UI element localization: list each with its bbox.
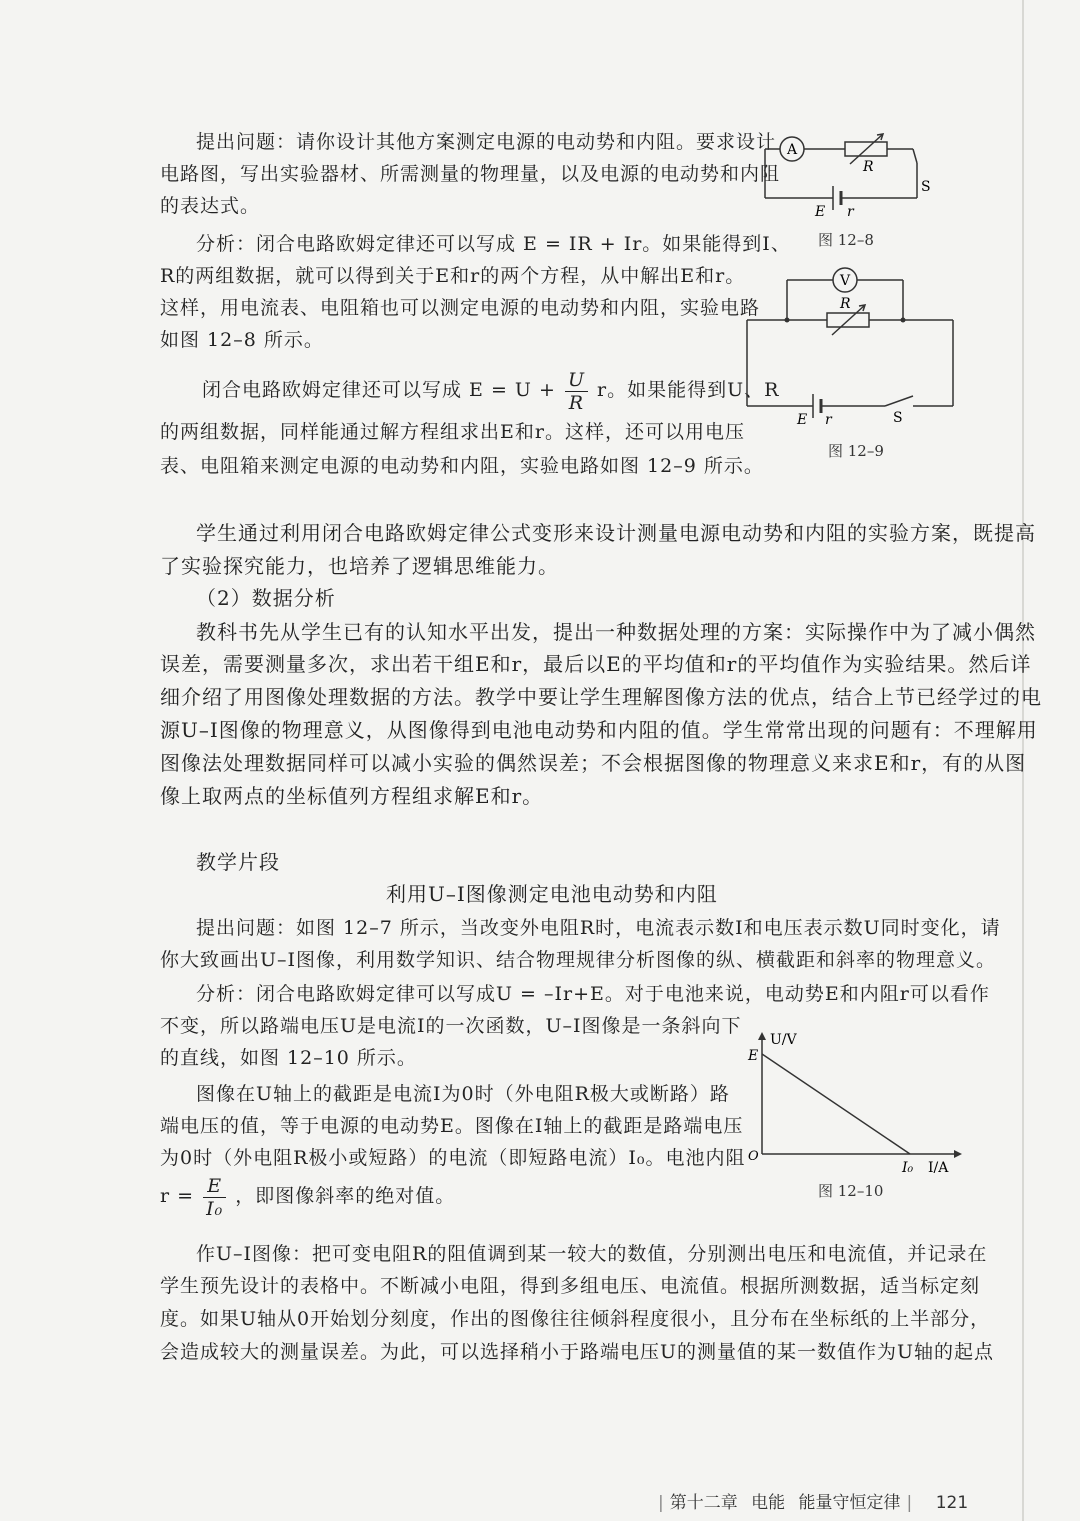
switch-label: S [893,410,903,424]
text-line: R的两组数据，就可以得到关于E和r的两个方程，从中解出E和r。 [160,265,746,287]
fraction-denominator: I₀ [206,1197,224,1220]
text-line: 学生预先设计的表格中。不断减小电阻，得到多组电压、电流值。根据所测数据，适当标定刻 [160,1275,981,1297]
emf-label: E [815,204,826,220]
y-axis-label: U/V [770,1032,797,1048]
text-line: 不变，所以路端电压U是电流I的一次函数，U–I图像是一条斜向下 [160,1015,742,1037]
text-line: 的两组数据，同样能通过解方程组求出E和r。这样，还可以用电压 [160,421,745,443]
ui-series-line [762,1054,910,1154]
fraction-e-over-i0 [203,1175,226,1220]
text-line: 了实验探究能力，也培养了逻辑思维能力。 [160,554,559,578]
internal-resistance-label: r [847,204,854,220]
origin-label: O [748,1149,759,1164]
figure-caption: 图 12–9 [828,442,884,460]
text-line: 的表达式。 [160,195,261,217]
emf-label: E [797,412,808,424]
text-line: 分析：闭合电路欧姆定律可以写成U = –Ir+E。对于电池来说，电动势E和内阻r可以看作 [196,983,990,1005]
text-line: 提出问题：请你设计其他方案测定电源的电动势和内阻。要求设计 [196,131,777,153]
resistor-label: R [863,159,874,175]
junction-dot [901,318,906,323]
page-footer [652,1488,968,1513]
text-line: 图像在U轴上的截距是电流I为0时（外电阻R极大或断路）路 [196,1083,730,1105]
text-line: 作U–I图像：把可变电阻R的阻值调到某一较大的数值，分别测出电压和电流值，并记录在 [196,1243,988,1265]
ammeter-label: A [786,142,798,158]
formula-line [202,366,779,414]
text-line: 为0时（外电阻R极小或短路）的电流（即短路电流）I₀。电池内阻 [160,1147,746,1169]
text-fragment: r = [160,1185,195,1207]
voltmeter-label: V [839,273,851,289]
text-line: 像上取两点的坐标值列方程组求解E和r。 [160,784,544,808]
divider: | [658,1493,664,1513]
divider: | [906,1493,913,1513]
ui-graph-figure-12-10 [738,1028,968,1178]
y-axis-arrow-icon [758,1032,766,1040]
figure-caption: 图 12–10 [818,1182,884,1200]
switch-lever [885,396,913,406]
text-line: 误差，需要测量多次，求出若干组E和r，最后以E的平均值和r的平均值作为实验结果。然后详 [160,652,1032,676]
fraction-numerator: U [565,369,588,392]
text-line: 分析：闭合电路欧姆定律还可以写成 E = IR + Ir。如果能得到I、 [196,233,791,255]
figure-caption: 图 12–8 [818,231,874,249]
chapter-topic: 能量守恒定律 [798,1493,901,1513]
switch-label: S [921,179,931,195]
text-fragment: 闭合电路欧姆定律还可以写成 E = U + [202,379,556,401]
segment-label: 教学片段 [196,850,280,874]
page-number: 121 [935,1493,969,1513]
section-heading: （2）数据分析 [196,586,336,610]
circuit-figure-12-9 [745,264,960,424]
fraction-u-over-r [565,369,588,414]
text-line: 端电压的值，等于电源的电动势E。图像在I轴上的截距是路端电压 [160,1115,744,1137]
text-fragment: ，即图像斜率的绝对值。 [235,1185,456,1207]
chapter-label: 第十二章 [669,1493,738,1513]
y-intercept-label: E [748,1048,759,1064]
text-line: 学生通过利用闭合电路欧姆定律公式变形来设计测量电源电动势和内阻的实验方案，既提高 [196,521,1036,545]
chapter-topic: 电能 [751,1493,786,1513]
resistor-label: R [840,296,851,312]
segment-title: 利用U–I图像测定电池电动势和内阻 [386,882,718,906]
junction-dot [785,318,790,323]
internal-resistance-label: r [825,412,832,424]
text-line: 源U–I图像的物理意义，从图像得到电池电动势和内阻的值。学生常常出现的问题有：不理解用 [160,718,1038,742]
text-line: 这样，用电流表、电阻箱也可以测定电源的电动势和内阻，实验电路 [160,297,761,319]
switch-lever [913,149,917,163]
fraction-denominator: R [568,391,585,414]
text-line: 图像法处理数据同样可以减小实验的偶然误差；不会根据图像的物理意义来求E和r，有的从图 [160,751,1027,775]
text-line: 如图 12–8 所示。 [160,329,324,351]
text-fragment: r。如果能得到U、R [597,379,780,401]
fraction-numerator: E [203,1175,226,1198]
text-line: 度。如果U轴从0开始划分刻度，作出的图像往往倾斜程度很小，且分布在坐标纸的上半部分， [160,1308,991,1330]
text-line: 提出问题：如图 12–7 所示，当改变外电阻R时，电流表示数I和电压表示数U同时变化，请 [196,917,1001,939]
text-line: 表、电阻箱来测定电源的电动势和内阻，实验电路如图 12–9 所示。 [160,455,764,477]
x-axis-label: I/A [928,1160,949,1176]
text-line: 的直线，如图 12–10 所示。 [160,1047,417,1069]
text-line: 你大致画出U–I图像，利用数学知识、结合物理规律分析图像的纵、横截距和斜率的物理意义。 [160,949,997,971]
text-line: 细介绍了用图像处理数据的方法。教学中要让学生理解图像方法的优点，结合上节已经学过的电 [160,685,1042,709]
formula-line [160,1172,455,1220]
x-axis-arrow-icon [954,1150,962,1158]
text-line: 电路图，写出实验器材、所需测量的物理量，以及电源的电动势和内阻 [160,163,781,185]
text-line: 教科书先从学生已有的认知水平出发，提出一种数据处理的方案：实际操作中为了减小偶然 [196,620,1036,644]
x-intercept-label: I₀ [902,1160,914,1176]
text-line: 会造成较大的测量误差。为此，可以选择稍小于路端电压U的测量值的某一数值作为U轴的起点 [160,1341,995,1363]
